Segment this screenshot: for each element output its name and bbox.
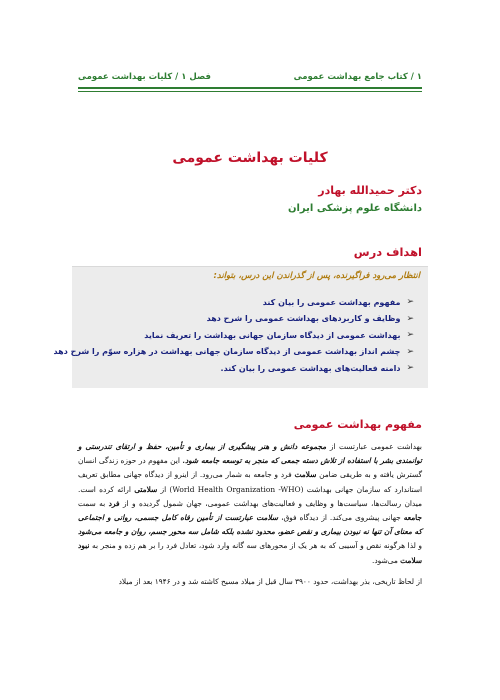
objective-item [82,314,414,324]
header-rule [78,87,422,89]
text-run: ارائه کرده است. میدان رسالت‌ها، سیاست‌ها و وظایف و فعالیت‌های بهداشت عمومی، جهان شمول گردیده و از [78,484,422,508]
section-title: مفهوم بهداشت عمومی [293,418,422,431]
text-run: فرد و جامعه به شمار می‌رود. از اینرو از دیدگاه جهانی مطابق تعریف استاندارد که سازمان جهانی بهداشت (World Health Organization -WHO) از [78,470,422,494]
keyword: فرد [108,498,120,508]
keyword: نبود سلامت [78,541,422,565]
body-text [78,440,422,589]
text-run: جهانی پیشروی می‌کند. از دیدگاه فوق، [281,513,401,523]
keyword: جامعه [403,513,422,523]
body-paragraph [78,440,422,568]
objectives-intro: انتظار می‌رود فراگیرنده، پس از گذراندن این درس، بتواند: [213,271,420,281]
objective-item [53,346,414,357]
text-run: می‌شود. [372,555,398,565]
objectives-box [53,266,428,388]
author-affiliation: دانشگاه علوم پزشکی ایران [287,203,422,214]
arrow-bullet-icon: ➢ [406,346,414,357]
body-paragraph: از لحاظ تاریخی، بذر بهداشت، حدود ۳۹۰۰ سال قبل از میلاد مسیح کاشته شد و در ۱۹۴۶ بعد از میلاد [118,576,422,586]
header-chapter-title: فصل ۱ / کلیات بهداشت عمومی [78,72,211,82]
objective-text: دامنه فعالیت‌های بهداشت عمومی را بیان کند. [220,363,401,373]
objective-text: چشم انداز بهداشت عمومی از دیدگاه سازمان جهانی بهداشت در هزاره سوّم را شرح دهد [53,347,401,356]
arrow-bullet-icon: ➢ [406,330,414,340]
objectives-title: اهداف درس [353,245,422,259]
arrow-bullet-icon: ➢ [406,297,414,307]
objective-text: مفهوم بهداشت عمومی را بیان کند [262,297,401,307]
objective-item [82,297,414,307]
definition-highlight: مجموعه دانش و هنر پیشگیری از بیماری و تأمین، حفظ و ارتقای تندرستی و توانمندی بشر با استفاده از تلاش دسته جمعی که منجر به توسعه جامعه شود. [78,442,422,466]
arrow-bullet-icon: ➢ [406,313,414,324]
text-run: این مفهوم در حوزه زندگی انسان گسترش یافته و به طریقی ضامن [78,456,423,480]
keyword: سلامتی [134,484,158,494]
header-book-title: ۱ / کتاب جامع بهداشت عمومی [293,72,422,82]
author-name: دکتر حمیدالله بهادر [318,184,422,197]
keyword: سلامت [294,470,317,480]
text-run: بهداشت عمومی عبارتست از [329,442,422,451]
chapter-title: کلیات بهداشت عمومی [172,150,328,166]
running-header [78,72,422,82]
text-run: و لذا هرگونه نقص و آسیبی که به هر یک از محورهای سه گانه وارد شود، تعادل فرد را بر هم زده و منجر به [92,541,422,551]
objective-item [82,363,414,373]
objective-item [82,330,414,340]
text-run: به سمت [78,498,106,508]
arrow-bullet-icon: ➢ [406,363,414,373]
author-block [288,184,422,214]
objectives-list [53,297,414,380]
objective-text: بهداشت عمومی از دیدگاه سازمان جهانی بهداشت را تعریف نماید [144,330,401,340]
definition-highlight: سلامت عبارتست از تأمین رفاه کامل جسمی، روانی و اجتماعی که معنای آن تنها نه نبودن بیماری و نقص عضو، محدود نشده بلکه شامل سه محور جسم، روان و جامعه می‌شود [78,513,422,537]
objective-text: وظایف و کاربردهای بهداشت عمومی را شرح دهد [206,314,401,323]
